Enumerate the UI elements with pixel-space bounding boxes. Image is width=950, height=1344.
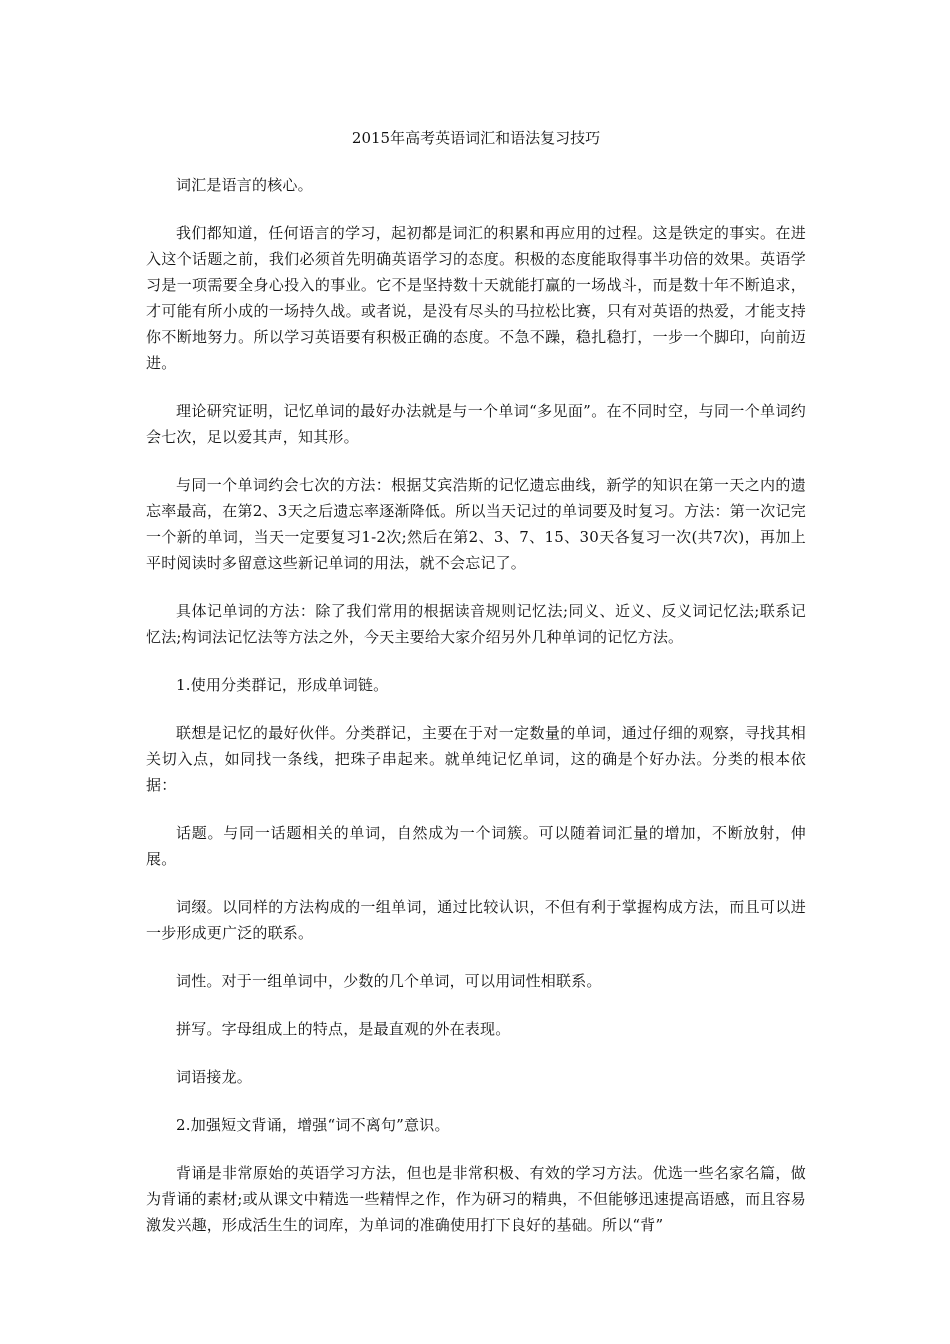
- paragraph: 词缀。以同样的方法构成的一组单词，通过比较认识，不但有利于掌握构成方法，而且可以进一步形成更广泛的联系。: [146, 898, 806, 942]
- paragraph: 话题。与同一话题相关的单词，自然成为一个词簇。可以随着词汇量的增加，不断放射，伸展。: [146, 824, 806, 868]
- paragraph: 理论研究证明，记忆单词的最好办法就是与一个单词“多见面”。在不同时空，与同一个单词约会七次，足以爱其声，知其形。: [146, 402, 806, 446]
- paragraph: 词语接龙。: [176, 1068, 253, 1086]
- paragraph: 拼写。字母组成上的特点，是最直观的外在表现。: [176, 1020, 511, 1038]
- section-heading: 1.使用分类群记，形成单词链。: [176, 676, 389, 694]
- document-title: 2015年高考英语词汇和语法复习技巧: [351, 129, 601, 147]
- paragraph: 与同一个单词约会七次的方法：根据艾宾浩斯的记忆遗忘曲线，新学的知识在第一天之内的遗忘率最高，在第2、3天之后遗忘率逐渐降低。所以当天记过的单词要及时复习。方法：第一次记完一个新的单词，当天一定要复习1-2次;然后在第2、3、7、15、30天各复习一次(共7次)，再加上平时阅读时多留意这些新记单词的用法，就不会忘记了。: [146, 476, 806, 572]
- paragraph: 我们都知道，任何语言的学习，起初都是词汇的积累和再应用的过程。这是铁定的事实。在进入这个话题之前，我们必须首先明确英语学习的态度。积极的态度能取得事半功倍的效果。英语学习是一项需要全身心投入的事业。它不是坚持数十天就能打赢的一场战斗，而是数十年不断追求，才可能有所小成的一场持久战。或者说，是没有尽头的马拉松比赛，只有对英语的热爱，才能支持你不断地努力。所以学习英语要有积极正确的态度。不急不躁，稳扎稳打，一步一个脚印，向前迈进。: [146, 224, 806, 372]
- section-heading: 2.加强短文背诵，增强“词不离句”意识。: [176, 1116, 450, 1134]
- paragraph: 背诵是非常原始的英语学习方法，但也是非常积极、有效的学习方法。优选一些名家名篇，做为背诵的素材;或从课文中精选一些精悍之作，作为研习的精典，不但能够迅速提高语感，而且容易激发兴趣，形成活生生的词库，为单词的准确使用打下良好的基础。所以“背”: [146, 1164, 806, 1234]
- document-body: [146, 126, 806, 1260]
- paragraph: 词汇是语言的核心。: [176, 176, 313, 194]
- paragraph: 具体记单词的方法：除了我们常用的根据读音规则记忆法;同义、近义、反义词记忆法;联系记忆法;构词法记忆法等方法之外，今天主要给大家介绍另外几种单词的记忆方法。: [146, 602, 806, 646]
- paragraph: 词性。对于一组单词中，少数的几个单词，可以用词性相联系。: [176, 972, 602, 990]
- paragraph: 联想是记忆的最好伙伴。分类群记，主要在于对一定数量的单词，通过仔细的观察，寻找其相关切入点，如同找一条线，把珠子串起来。就单纯记忆单词，这的确是个好办法。分类的根本依据：: [146, 724, 806, 794]
